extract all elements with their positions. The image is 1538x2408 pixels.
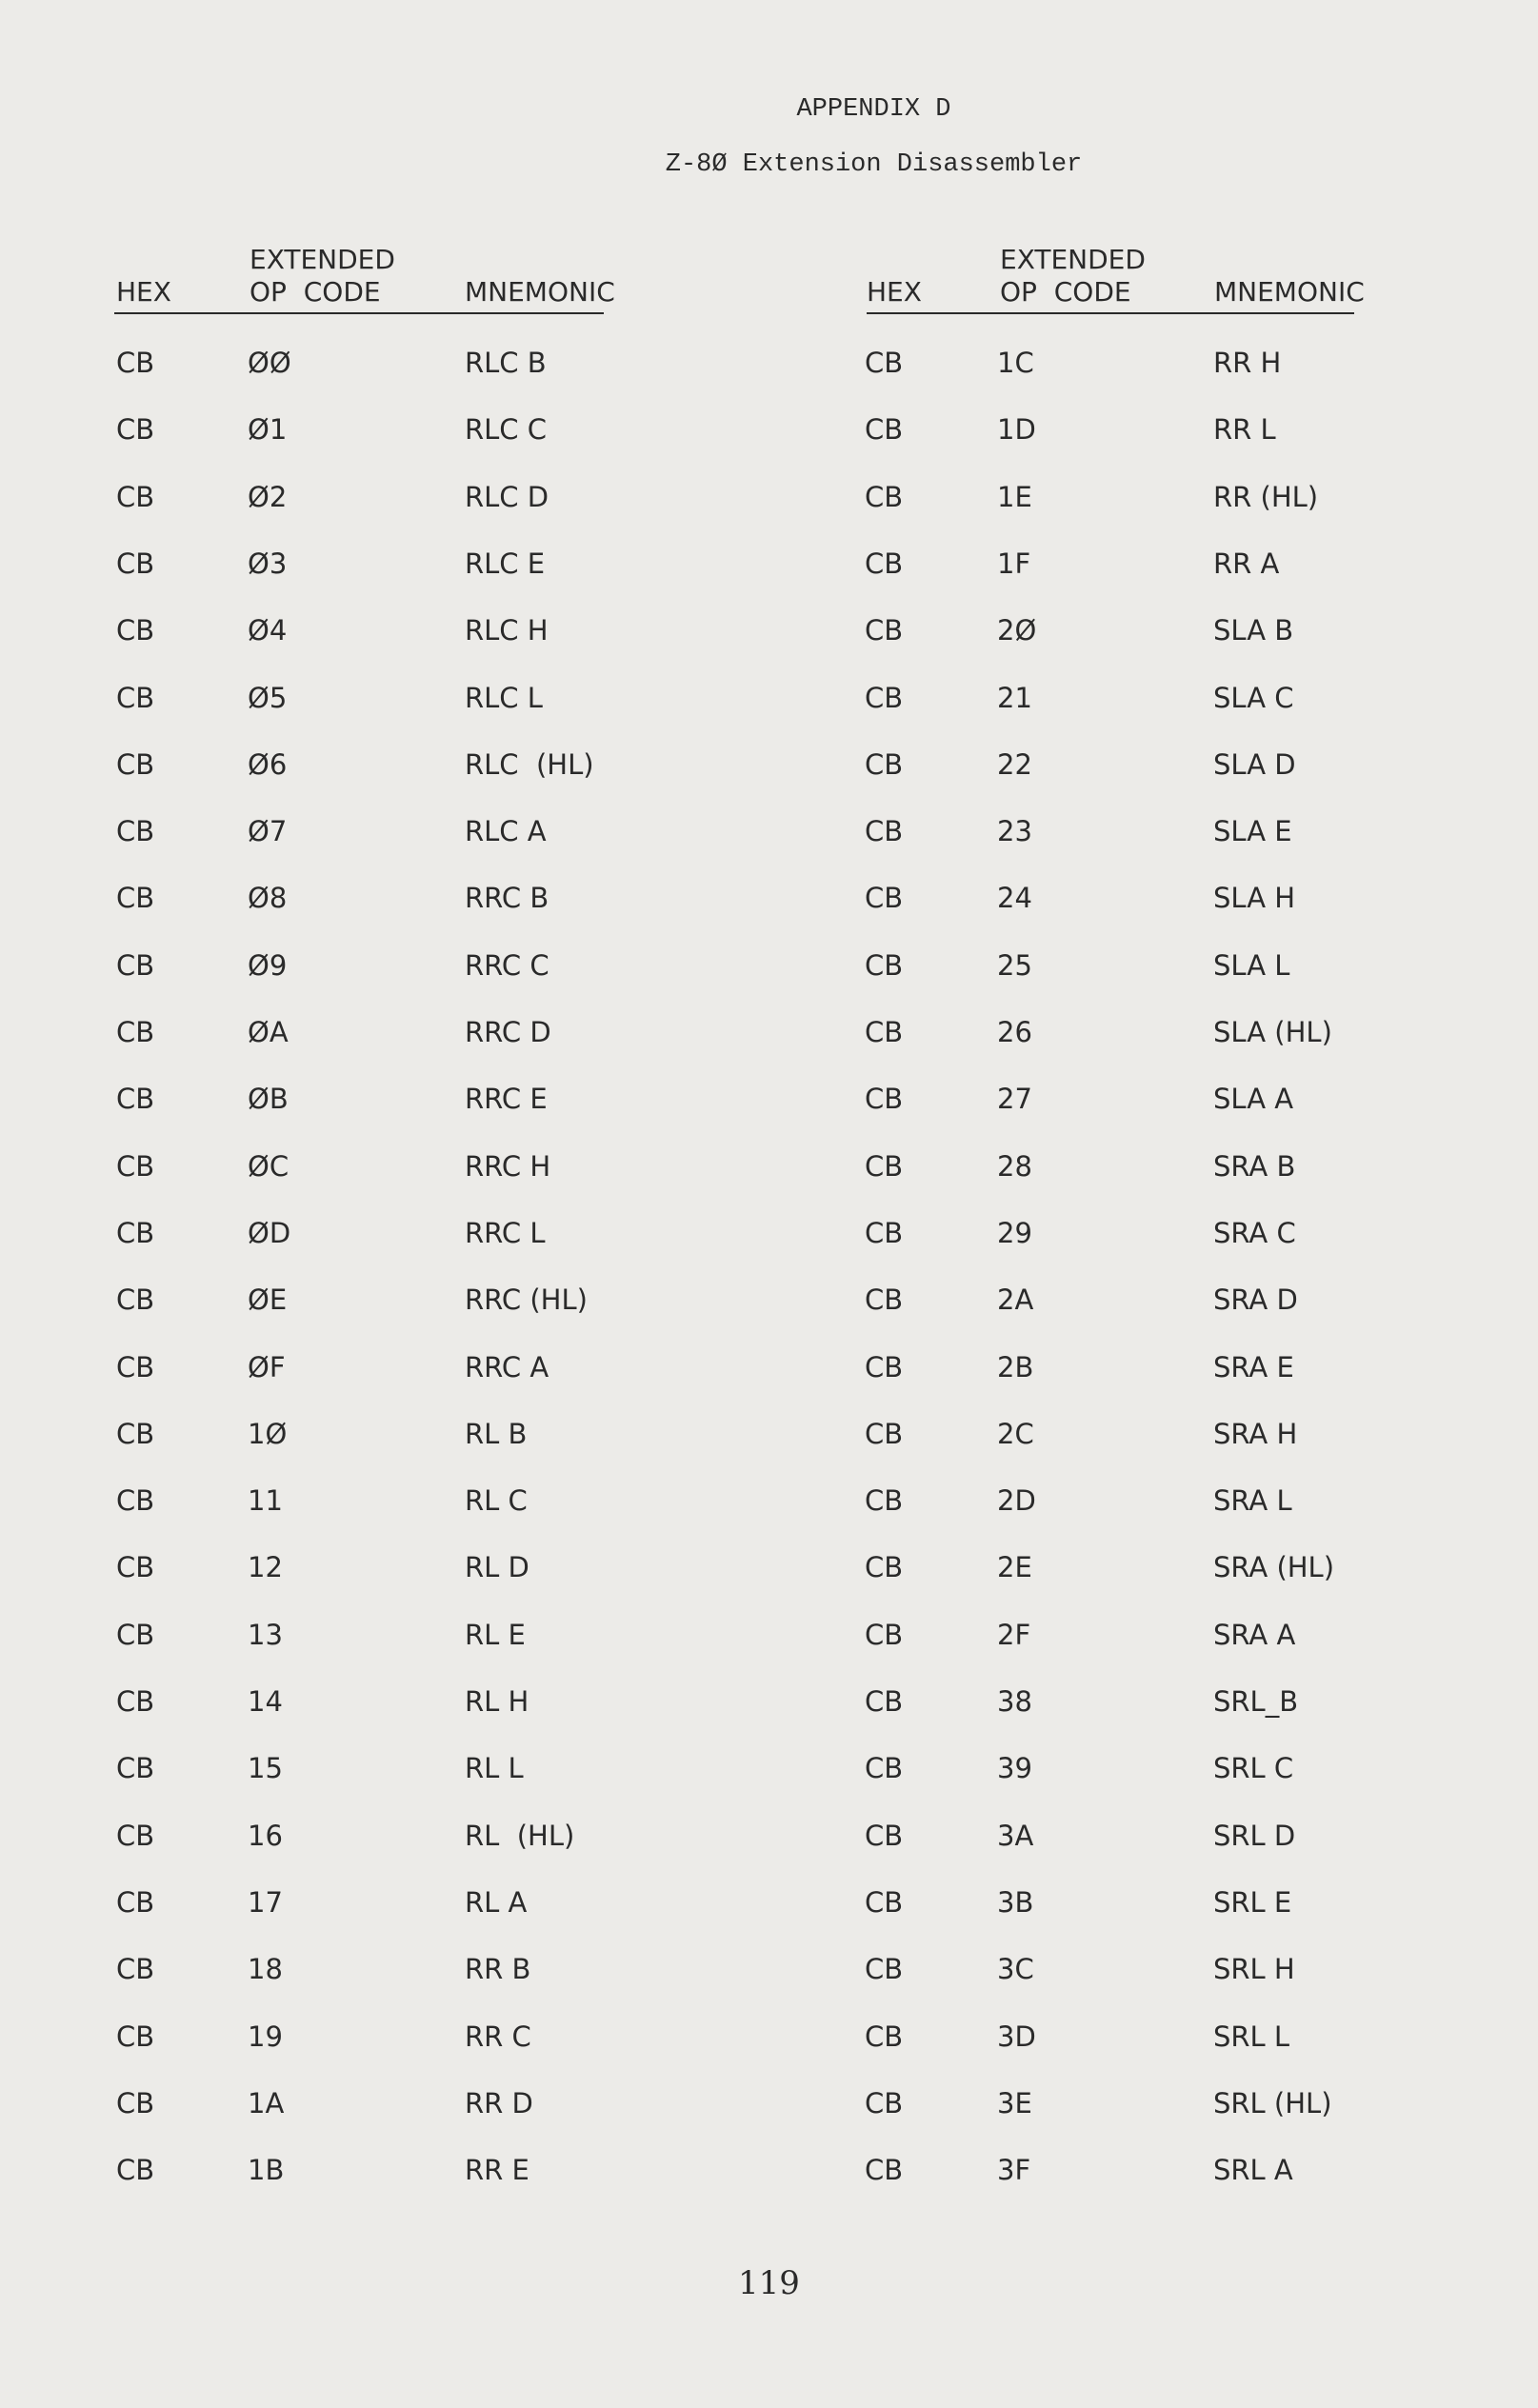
- right-row-opcode: 2C: [997, 1417, 1034, 1450]
- left-row-opcode: 1A: [248, 2086, 285, 2119]
- right-opcode-header: OP CODE: [1000, 276, 1131, 308]
- left-row-hex: CB: [116, 1083, 155, 1116]
- left-row-mnemonic: RLC (HL): [465, 747, 594, 781]
- left-row-mnemonic: RL C: [465, 1484, 528, 1518]
- right-row-mnemonic: RR A: [1213, 547, 1280, 580]
- left-row-hex: CB: [116, 413, 155, 447]
- page-title: Z-8Ø Extension Disassembler: [665, 150, 1083, 179]
- left-row-opcode: ØF: [248, 1350, 286, 1383]
- right-row-hex: CB: [865, 681, 904, 714]
- left-row-hex: CB: [116, 1618, 155, 1651]
- right-row-mnemonic: SRL_B: [1213, 1685, 1299, 1718]
- right-row-hex: CB: [865, 1551, 904, 1584]
- left-row-mnemonic: RLC A: [465, 815, 547, 848]
- right-row-mnemonic: SRA H: [1213, 1417, 1298, 1450]
- right-row-mnemonic: SRL E: [1213, 1885, 1292, 1919]
- left-row-hex: CB: [116, 1417, 155, 1450]
- left-row-opcode: Ø6: [248, 747, 288, 781]
- left-row-mnemonic: RL H: [465, 1685, 529, 1718]
- right-row-mnemonic: SRA B: [1213, 1149, 1296, 1183]
- right-row-hex: CB: [865, 1618, 904, 1651]
- left-row-mnemonic: RRC A: [465, 1350, 549, 1383]
- right-row-opcode: 1E: [997, 480, 1032, 513]
- right-row-hex: CB: [865, 1417, 904, 1450]
- right-row-opcode: 27: [997, 1083, 1032, 1116]
- left-row-hex: CB: [116, 1016, 155, 1048]
- left-row-mnemonic: RLC H: [465, 614, 549, 647]
- right-row-hex: CB: [865, 2154, 904, 2187]
- right-row-mnemonic: SRA E: [1213, 1350, 1294, 1383]
- left-row-opcode: ØC: [248, 1149, 290, 1183]
- left-row-hex: CB: [116, 2020, 155, 2053]
- right-row-hex: CB: [865, 547, 904, 580]
- right-row-opcode: 26: [997, 1016, 1032, 1048]
- right-row-opcode: 2E: [997, 1551, 1032, 1584]
- left-row-mnemonic: RL L: [465, 1752, 524, 1785]
- right-row-mnemonic: SRL A: [1213, 2154, 1293, 2187]
- right-row-mnemonic: SRL C: [1213, 1752, 1294, 1785]
- right-row-mnemonic: RR L: [1213, 413, 1276, 447]
- left-row-opcode: 1B: [248, 2154, 285, 2187]
- right-row-mnemonic: SRL H: [1213, 1953, 1295, 1986]
- left-row-opcode: Ø3: [248, 547, 288, 580]
- left-row-mnemonic: RR D: [465, 2086, 533, 2119]
- right-extended-header: EXTENDED: [1000, 244, 1146, 275]
- left-row-opcode: 1Ø: [248, 1417, 288, 1450]
- left-row-opcode: ØA: [248, 1016, 289, 1048]
- right-row-hex: CB: [865, 882, 904, 915]
- left-row-opcode: Ø8: [248, 882, 288, 915]
- right-row-mnemonic: SRA A: [1213, 1618, 1296, 1651]
- left-row-opcode: ØD: [248, 1216, 291, 1249]
- right-row-opcode: 3A: [997, 1819, 1034, 1852]
- left-row-mnemonic: RLC E: [465, 547, 546, 580]
- left-row-hex: CB: [116, 1350, 155, 1383]
- right-row-opcode: 23: [997, 815, 1032, 848]
- right-hex-header: HEX: [867, 276, 922, 308]
- left-row-hex: CB: [116, 1284, 155, 1317]
- right-row-hex: CB: [865, 1484, 904, 1518]
- right-row-opcode: 24: [997, 882, 1032, 915]
- right-row-hex: CB: [865, 1284, 904, 1317]
- left-opcode-header: OP CODE: [250, 276, 381, 308]
- left-row-hex: CB: [116, 1819, 155, 1852]
- right-row-opcode: 39: [997, 1752, 1032, 1785]
- left-row-opcode: 11: [248, 1484, 283, 1518]
- right-row-opcode: 3B: [997, 1885, 1034, 1919]
- right-row-mnemonic: SLA H: [1213, 882, 1296, 915]
- right-row-hex: CB: [865, 1685, 904, 1718]
- left-row-opcode: 17: [248, 1885, 283, 1919]
- left-row-hex: CB: [116, 2086, 155, 2119]
- left-row-hex: CB: [116, 2154, 155, 2187]
- right-row-mnemonic: SLA A: [1213, 1083, 1294, 1116]
- right-row-opcode: 2F: [997, 1618, 1031, 1651]
- left-row-opcode: Ø9: [248, 948, 288, 982]
- right-row-mnemonic: SRL D: [1213, 1819, 1296, 1852]
- left-row-hex: CB: [116, 347, 155, 379]
- right-row-hex: CB: [865, 1953, 904, 1986]
- left-row-opcode: ØØ: [248, 347, 291, 379]
- right-row-mnemonic: SLA (HL): [1213, 1016, 1332, 1048]
- left-row-hex: CB: [116, 1149, 155, 1183]
- left-row-mnemonic: RLC C: [465, 413, 548, 447]
- left-header-rule: [114, 312, 604, 314]
- right-header-rule: [867, 312, 1354, 314]
- right-row-hex: CB: [865, 1752, 904, 1785]
- left-row-mnemonic: RL E: [465, 1618, 526, 1651]
- left-row-mnemonic: RLC L: [465, 681, 543, 714]
- left-row-mnemonic: RL A: [465, 1885, 528, 1919]
- page-number: 119: [738, 2264, 800, 2302]
- left-row-opcode: 19: [248, 2020, 283, 2053]
- left-row-opcode: Ø7: [248, 815, 288, 848]
- left-row-mnemonic: RRC B: [465, 882, 549, 915]
- left-row-hex: CB: [116, 480, 155, 513]
- right-row-opcode: 21: [997, 681, 1032, 714]
- left-row-hex: CB: [116, 1216, 155, 1249]
- left-row-opcode: 18: [248, 1953, 283, 1986]
- left-row-hex: CB: [116, 747, 155, 781]
- right-row-mnemonic: SRL (HL): [1213, 2086, 1332, 2119]
- left-row-mnemonic: RRC D: [465, 1016, 551, 1048]
- right-row-opcode: 29: [997, 1216, 1032, 1249]
- left-row-hex: CB: [116, 1953, 155, 1986]
- right-row-hex: CB: [865, 614, 904, 647]
- right-row-mnemonic: SLA E: [1213, 815, 1292, 848]
- right-row-opcode: 2A: [997, 1284, 1034, 1317]
- left-row-mnemonic: RL D: [465, 1551, 529, 1584]
- left-row-hex: CB: [116, 1484, 155, 1518]
- right-row-opcode: 3C: [997, 1953, 1034, 1986]
- left-row-mnemonic: RLC D: [465, 480, 549, 513]
- right-row-mnemonic: SLA L: [1213, 948, 1290, 982]
- left-row-hex: CB: [116, 948, 155, 982]
- right-row-hex: CB: [865, 1083, 904, 1116]
- right-row-hex: CB: [865, 413, 904, 447]
- left-row-opcode: Ø4: [248, 614, 288, 647]
- right-row-mnemonic: SLA B: [1213, 614, 1294, 647]
- right-row-mnemonic: SLA D: [1213, 747, 1296, 781]
- right-row-mnemonic: SRA L: [1213, 1484, 1292, 1518]
- right-row-opcode: 2B: [997, 1350, 1034, 1383]
- right-row-opcode: 3D: [997, 2020, 1036, 2053]
- right-row-mnemonic: SRA (HL): [1213, 1551, 1335, 1584]
- right-row-opcode: 28: [997, 1149, 1032, 1183]
- right-row-opcode: 25: [997, 948, 1032, 982]
- left-row-mnemonic: RR B: [465, 1953, 531, 1986]
- left-row-opcode: 12: [248, 1551, 283, 1584]
- right-row-mnemonic: RR (HL): [1213, 480, 1319, 513]
- left-row-opcode: 16: [248, 1819, 283, 1852]
- right-row-opcode: 2Ø: [997, 614, 1037, 647]
- left-row-mnemonic: RR C: [465, 2020, 531, 2053]
- left-row-hex: CB: [116, 882, 155, 915]
- left-row-opcode: 13: [248, 1618, 283, 1651]
- left-row-mnemonic: RRC C: [465, 948, 549, 982]
- left-row-opcode: 14: [248, 1685, 283, 1718]
- left-row-hex: CB: [116, 547, 155, 580]
- right-row-mnemonic: SLA C: [1213, 681, 1294, 714]
- right-row-opcode: 1C: [997, 347, 1034, 379]
- left-row-mnemonic: RLC B: [465, 347, 547, 379]
- left-row-mnemonic: RRC H: [465, 1149, 551, 1183]
- right-row-opcode: 1D: [997, 413, 1036, 447]
- left-extended-header: EXTENDED: [250, 244, 395, 275]
- left-row-mnemonic: RRC E: [465, 1083, 548, 1116]
- right-row-opcode: 3E: [997, 2086, 1032, 2119]
- right-row-opcode: 38: [997, 1685, 1032, 1718]
- right-row-hex: CB: [865, 347, 904, 379]
- left-row-hex: CB: [116, 815, 155, 848]
- right-mnemonic-header: MNEMONIC: [1214, 276, 1365, 308]
- left-row-opcode: 15: [248, 1752, 283, 1785]
- right-row-hex: CB: [865, 815, 904, 848]
- left-row-hex: CB: [116, 681, 155, 714]
- right-row-opcode: 1F: [997, 547, 1031, 580]
- appendix-heading: APPENDIX D: [796, 95, 951, 124]
- right-row-hex: CB: [865, 1016, 904, 1048]
- left-row-mnemonic: RL (HL): [465, 1819, 575, 1852]
- right-row-hex: CB: [865, 1885, 904, 1919]
- right-row-hex: CB: [865, 1149, 904, 1183]
- right-row-hex: CB: [865, 1350, 904, 1383]
- left-row-hex: CB: [116, 1885, 155, 1919]
- left-row-hex: CB: [116, 1685, 155, 1718]
- right-row-opcode: 2D: [997, 1484, 1036, 1518]
- right-row-hex: CB: [865, 1216, 904, 1249]
- right-row-hex: CB: [865, 480, 904, 513]
- left-row-mnemonic: RRC L: [465, 1216, 546, 1249]
- left-row-opcode: ØE: [248, 1284, 288, 1317]
- right-row-hex: CB: [865, 1819, 904, 1852]
- left-row-mnemonic: RR E: [465, 2154, 529, 2187]
- left-row-opcode: Ø2: [248, 480, 288, 513]
- left-hex-header: HEX: [116, 276, 171, 308]
- right-row-hex: CB: [865, 948, 904, 982]
- left-row-mnemonic: RRC (HL): [465, 1284, 588, 1317]
- right-row-mnemonic: RR H: [1213, 347, 1282, 379]
- right-row-hex: CB: [865, 747, 904, 781]
- right-row-mnemonic: SRL L: [1213, 2020, 1290, 2053]
- left-mnemonic-header: MNEMONIC: [465, 276, 615, 308]
- left-row-opcode: Ø5: [248, 681, 288, 714]
- left-row-hex: CB: [116, 1551, 155, 1584]
- right-row-opcode: 22: [997, 747, 1032, 781]
- left-row-opcode: Ø1: [248, 413, 288, 447]
- right-row-hex: CB: [865, 2086, 904, 2119]
- right-row-mnemonic: SRA C: [1213, 1216, 1296, 1249]
- left-row-hex: CB: [116, 1752, 155, 1785]
- right-row-opcode: 3F: [997, 2154, 1031, 2187]
- left-row-opcode: ØB: [248, 1083, 289, 1116]
- left-row-mnemonic: RL B: [465, 1417, 528, 1450]
- left-row-hex: CB: [116, 614, 155, 647]
- right-row-hex: CB: [865, 2020, 904, 2053]
- right-row-mnemonic: SRA D: [1213, 1284, 1298, 1317]
